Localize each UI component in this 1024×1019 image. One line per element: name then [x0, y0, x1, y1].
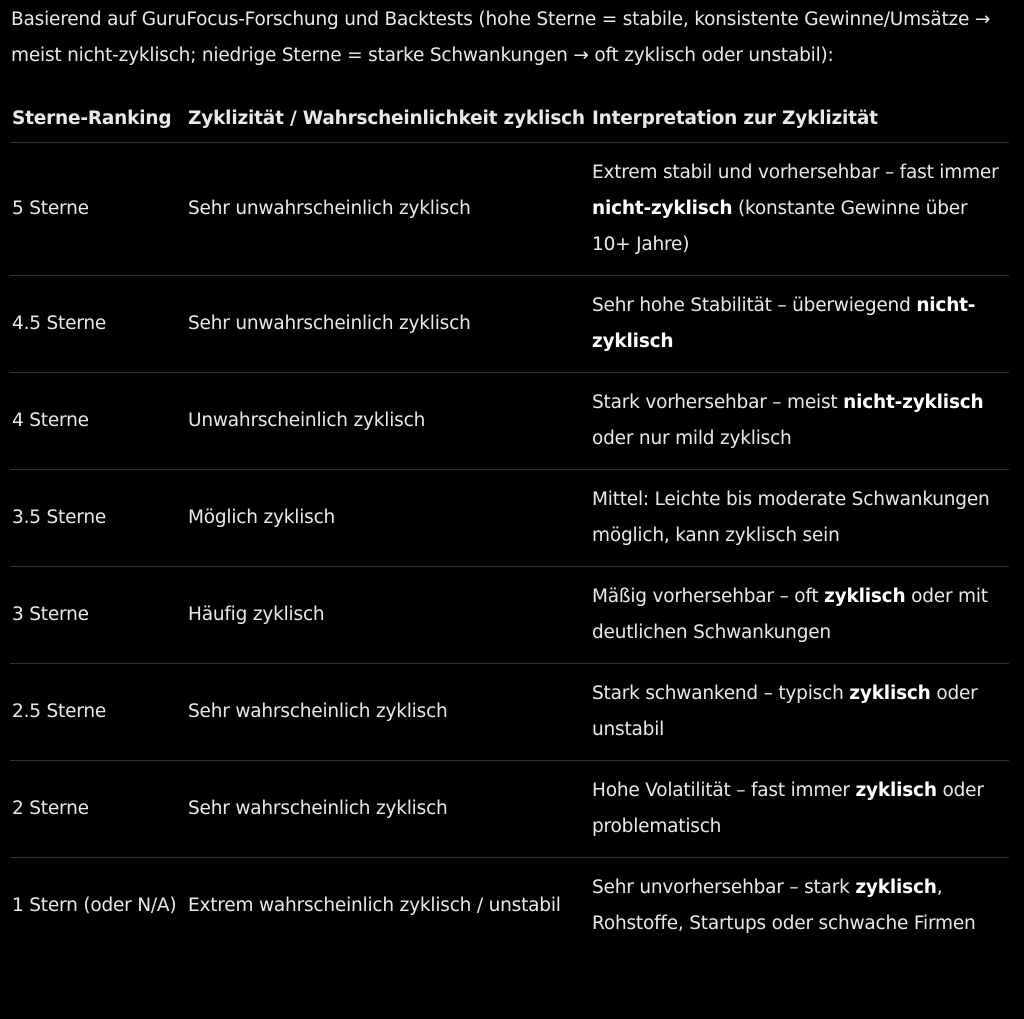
interp-emphasis: nicht-zyklisch	[843, 392, 984, 413]
table-row	[10, 567, 1009, 664]
cell-ranking: 1 Stern (oder N/A)	[12, 895, 177, 916]
cell-interpretation	[590, 143, 1009, 276]
table-header-row	[10, 94, 1009, 143]
table-row	[10, 858, 1009, 955]
cell-ranking: 5 Sterne	[10, 143, 186, 276]
interp-text: Stark vorhersehbar – meist	[592, 392, 844, 413]
interp-text: (konstante Gewinne über 10+ Jahre)	[592, 198, 968, 255]
interp-emphasis: nicht-zyklisch	[592, 295, 976, 352]
cell-interpretation	[590, 470, 1009, 567]
interp-text: Extrem stabil und vorhersehbar – fast immer	[592, 162, 999, 183]
cell-cyclicality: Sehr unwahrscheinlich zyklisch	[186, 276, 590, 373]
table-row	[10, 761, 1009, 858]
cell-ranking: 2.5 Sterne	[10, 664, 186, 761]
interp-text: Sehr unvorhersehbar – stark	[592, 877, 856, 898]
header-interpretation: Interpretation zur Zyklizität	[590, 94, 1009, 143]
interp-text: Mäßig vorhersehbar – oft	[592, 586, 825, 607]
interp-text: Stark schwankend – typisch	[592, 683, 850, 704]
interp-emphasis: zyklisch	[855, 877, 937, 898]
table-row	[10, 470, 1009, 567]
cell-interpretation	[590, 664, 1009, 761]
table-row	[10, 143, 1009, 276]
interp-text: oder unstabil	[592, 683, 978, 740]
interp-text: Hohe Volatilität – fast immer	[592, 780, 856, 801]
table-row	[10, 664, 1009, 761]
interp-text: Sehr hohe Stabilität – überwiegend	[592, 295, 917, 316]
cell-ranking: 2 Sterne	[10, 761, 186, 858]
cell-ranking: 4.5 Sterne	[10, 276, 186, 373]
cell-cyclicality: Sehr wahrscheinlich zyklisch	[186, 664, 590, 761]
cell-cyclicality: Unwahrscheinlich zyklisch	[186, 373, 590, 470]
intro-paragraph: Basierend auf GuruFocus-Forschung und Backtests (hohe Sterne = stabile, konsistente Gewinne/Umsätze → meist nicht-zyklisch; niedrige Sterne = starke Schwankungen → oft zyklisch oder unstabil):	[11, 9, 991, 66]
cell-interpretation	[590, 858, 1009, 955]
star-ranking-table	[10, 94, 1009, 954]
interp-text: , Rohstoffe, Startups oder schwache Firmen	[592, 877, 976, 934]
interp-emphasis: zyklisch	[849, 683, 931, 704]
interp-emphasis: nicht-zyklisch	[592, 198, 733, 219]
table-body	[10, 143, 1009, 955]
cell-interpretation	[590, 761, 1009, 858]
interp-text: Mittel: Leichte bis moderate Schwankungen möglich, kann zyklisch sein	[592, 489, 990, 546]
cell-cyclicality: Sehr wahrscheinlich zyklisch	[186, 761, 590, 858]
cell-cyclicality: Häufig zyklisch	[186, 567, 590, 664]
interp-text: oder problematisch	[592, 780, 984, 837]
cell-interpretation	[590, 567, 1009, 664]
table-row	[10, 373, 1009, 470]
cell-ranking: 3 Sterne	[10, 567, 186, 664]
cell-ranking: 4 Sterne	[10, 373, 186, 470]
cell-cyclicality: Sehr unwahrscheinlich zyklisch	[186, 143, 590, 276]
cell-interpretation	[590, 373, 1009, 470]
cell-cyclicality: Extrem wahrscheinlich zyklisch / unstabil	[188, 895, 561, 916]
cell-ranking: 3.5 Sterne	[10, 470, 186, 567]
header-cyclicality: Zyklizität / Wahrscheinlichkeit zyklisch	[186, 94, 590, 143]
interp-text: oder mit deutlichen Schwankungen	[592, 586, 988, 643]
header-ranking: Sterne-Ranking	[10, 94, 186, 143]
cell-interpretation	[590, 276, 1009, 373]
interp-emphasis: zyklisch	[824, 586, 906, 607]
cell-cyclicality: Möglich zyklisch	[186, 470, 590, 567]
interp-text: oder nur mild zyklisch	[592, 428, 792, 449]
table-row	[10, 276, 1009, 373]
interp-emphasis: zyklisch	[855, 780, 937, 801]
